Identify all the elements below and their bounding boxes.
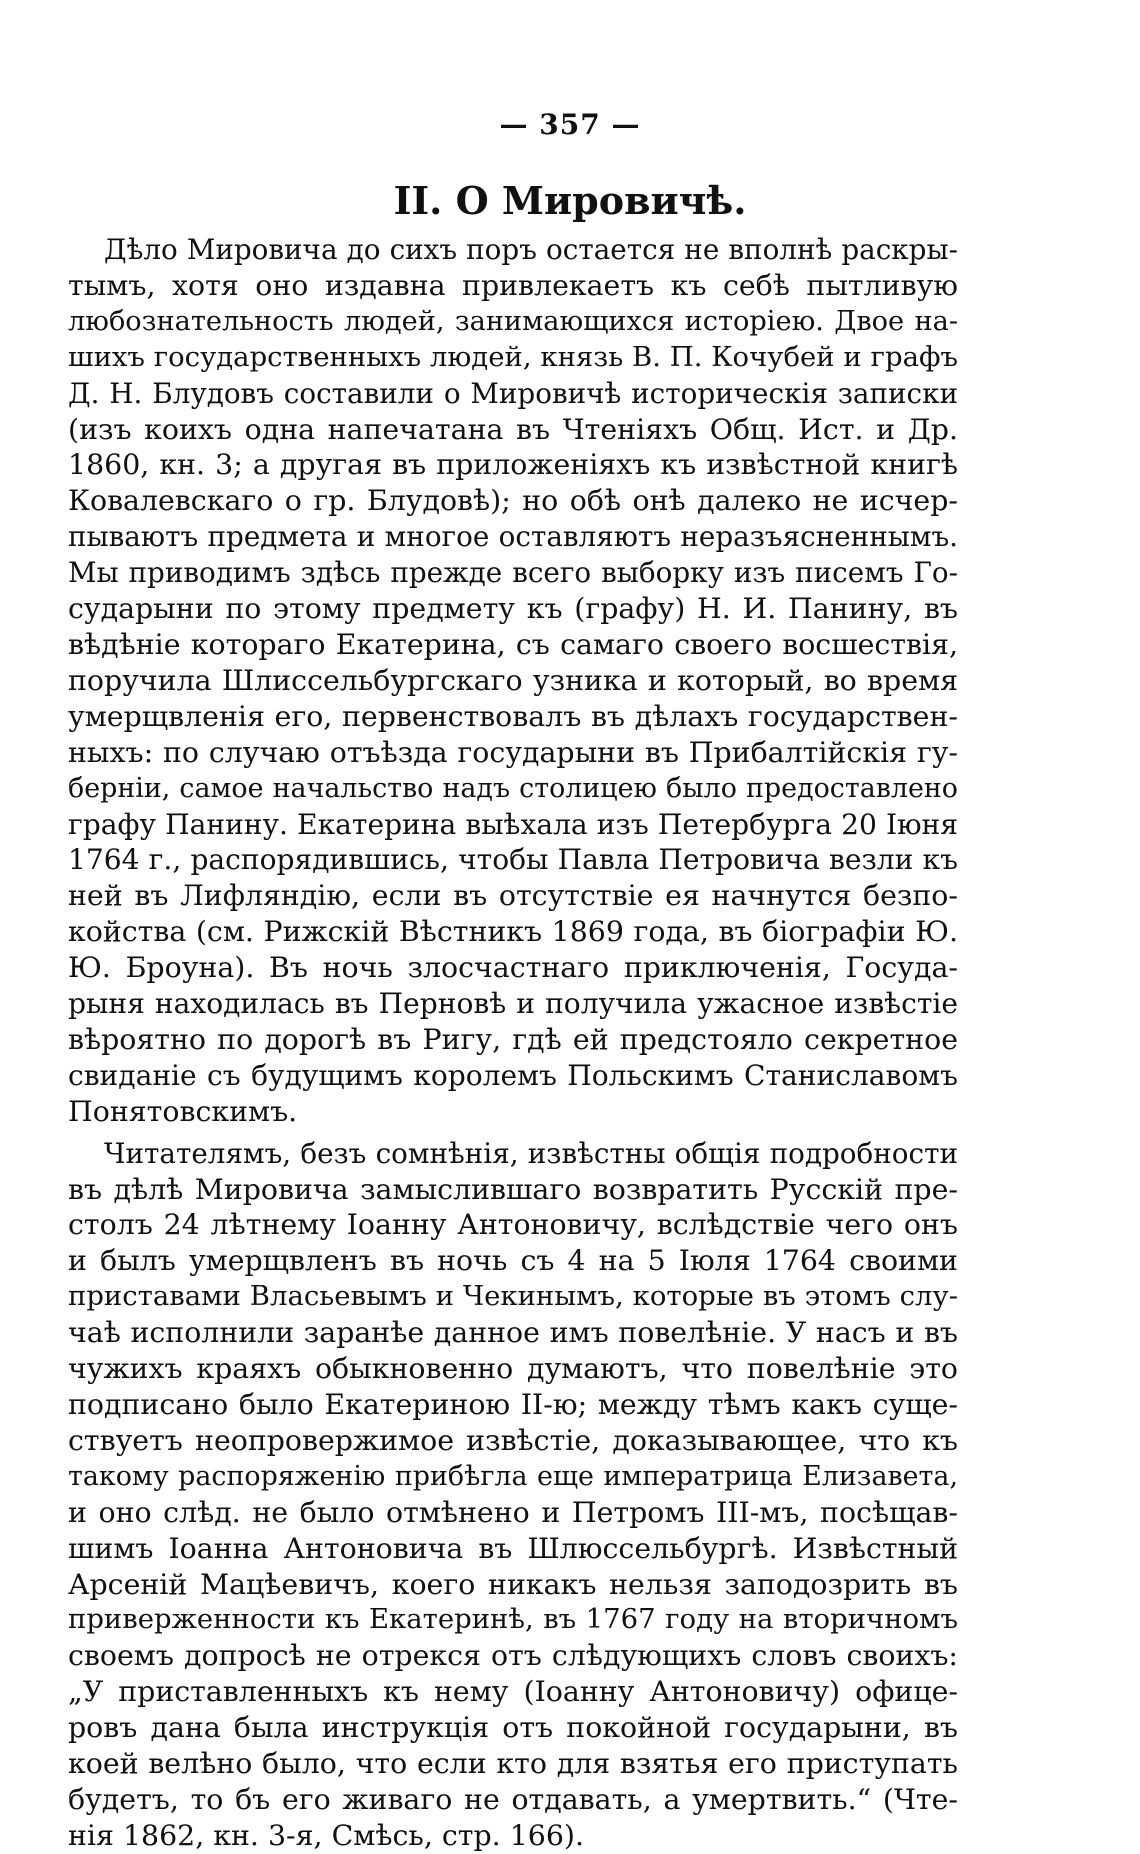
paragraph-1-line: тымъ, хотя оно издавна привлекаетъ къ себѣ пытливую <box>68 268 958 302</box>
paragraph-2-line: шимъ Iоанна Антоновича въ Шлюссельбургѣ. Извѣстный <box>68 1531 958 1565</box>
paragraph-1-line: шихъ государственныхъ людей, князь В. П. Кочубей и графъ <box>68 340 958 373</box>
body-text <box>68 232 958 1854</box>
paragraph-1-line: ней въ Лифляндiю, если въ отсутствiе ея начнутся безпо- <box>68 879 958 913</box>
paragraph-2-line: будетъ, то бъ его живаго не отдавать, а умертвить.“ (Чте- <box>68 1782 958 1816</box>
paragraph-2-line: ровъ дана была инструкцiя отъ покойной государыни, въ <box>68 1711 958 1745</box>
paragraph-1-line: пываютъ предмета и многое оставляютъ неразъясненнымъ. <box>68 520 958 554</box>
paragraph-1-line: 1764 г., распорядившись, чтобы Павла Петровича везли къ <box>68 843 958 877</box>
paragraph-2-line: въ дѣлѣ Мировича замыслившаго возвратить Русскiй пре- <box>68 1172 958 1206</box>
paragraph-2-line: подписано было Екатериною II-ю; между тѣмъ какъ суще- <box>68 1388 958 1421</box>
paragraph-1-line: свиданiе съ будущимъ королемъ Польскимъ Станиславомъ <box>68 1058 958 1092</box>
paragraph-2-line: и былъ умерщвленъ въ ночь съ 4 на 5 Iюля 1764 своими <box>68 1244 958 1278</box>
paragraph-2-line: Читателямъ, безъ сомнѣнiя, извѣстны общiя подробности <box>104 1136 958 1170</box>
paragraph-1-line: умерщвленiя его, первенствовалъ въ дѣлахъ государствен- <box>68 699 958 733</box>
paragraph-2-line: „У приставленныхъ къ нему (Iоанну Антоновичу) офице- <box>68 1675 958 1709</box>
paragraph-1-line: 1860, кн. 3; а другая въ приложенiяхъ къ извѣстной книгѣ <box>68 448 958 482</box>
paragraph-2-line: коей велѣно было, что если кто для взятья его приступать <box>68 1747 958 1781</box>
paragraph-2-line: ствуетъ неопровержимое извѣстiе, доказывающее, что къ <box>68 1423 958 1457</box>
paragraph-1-line: ныхъ: по случаю отъѣзда государыни въ Прибалтiйскiя гу- <box>68 735 958 769</box>
paragraph-2-line: приставами Власьевымъ и Чекинымъ, которые въ этомъ слу- <box>68 1280 958 1313</box>
paragraph-2-line: нiя 1862, кн. 3-я, Смѣсь, стр. 166). <box>68 1818 585 1852</box>
page-number: — 357 — <box>499 108 641 141</box>
paragraph-1-line: Понятовскимъ. <box>68 1094 298 1128</box>
paragraph-1-line: койства (см. Рижскiй Вѣстникъ 1869 года, въ бiографiи Ю. <box>68 915 958 949</box>
paragraph-1-line: графу Панину. Екатерина выѣхала изъ Петербурга 20 Iюня <box>68 807 958 841</box>
paragraph-2-line: приверженности къ Екатеринѣ, въ 1767 году на вторичномъ <box>68 1603 958 1636</box>
paragraph-2-line: чаѣ исполнили заранѣе данное имъ повелѣнiе. У насъ и въ <box>68 1316 958 1350</box>
paragraph-1-line: бернiи, самое начальство надъ столицею было предоставлено <box>68 772 958 804</box>
paragraph-1-line: Д. Н. Блудовъ составили о Мировичѣ историческiя записки <box>68 376 958 410</box>
paragraph-1-line: Дѣло Мировича до сихъ поръ остается не вполнѣ раскры- <box>104 233 958 266</box>
paragraph-1-line: сударыни по этому предмету къ (графу) Н. И. Панину, въ <box>68 592 958 626</box>
paragraph-1-line: вѣдѣнiе котораго Екатерина, съ самаго своего восшествiя, <box>68 627 958 661</box>
paragraph-1-line: Мы приводимъ здѣсь прежде всего выборку изъ писемъ Го- <box>68 556 958 590</box>
paragraph-1-line: Ю. Броуна). Въ ночь злосчастнаго приключенiя, Госуда- <box>68 951 958 985</box>
paragraph-2-line: такому распоряженiю прибѣгла еще императрица Елизавета, <box>68 1460 958 1492</box>
paragraph-1-line: поручила Шлиссельбургскаго узника и который, во время <box>68 663 958 697</box>
paragraph-1-line: вѣроятно по дорогѣ въ Ригу, гдѣ ей предстояло секретное <box>68 1022 958 1056</box>
section-heading: II. О Мировичѣ. <box>393 178 747 223</box>
paragraph-2-line: и оно слѣд. не было отмѣнено и Петромъ III-мъ, посѣщав- <box>68 1495 958 1529</box>
paragraph-2-line: своемъ допросѣ не отрекся отъ слѣдующихъ словъ своихъ: <box>68 1639 958 1673</box>
paragraph-2-line: Арсенiй Мацѣевичъ, коего никакъ нельзя заподозрить въ <box>68 1567 958 1601</box>
paragraph-2-line: чужихъ краяхъ обыкновенно думаютъ, что повелѣнiе это <box>68 1352 958 1386</box>
paragraph-1-line: (изъ коихъ одна напечатана въ Чтенiяхъ Общ. Ист. и Др. <box>68 412 958 446</box>
paragraph-1-line: любознательность людей, занимающихся исторiею. Двое на- <box>68 305 958 337</box>
paragraph-1-line: рыня находилась въ Перновѣ и получила ужасное извѣстiе <box>68 987 958 1021</box>
paragraph-1-line: Ковалевскаго о гр. Блудовѣ); но обѣ онѣ далеко не исчер- <box>68 484 958 518</box>
paragraph-2-line: столъ 24 лѣтнему Iоанну Антоновичу, вслѣдствiе чего онъ <box>68 1208 958 1242</box>
